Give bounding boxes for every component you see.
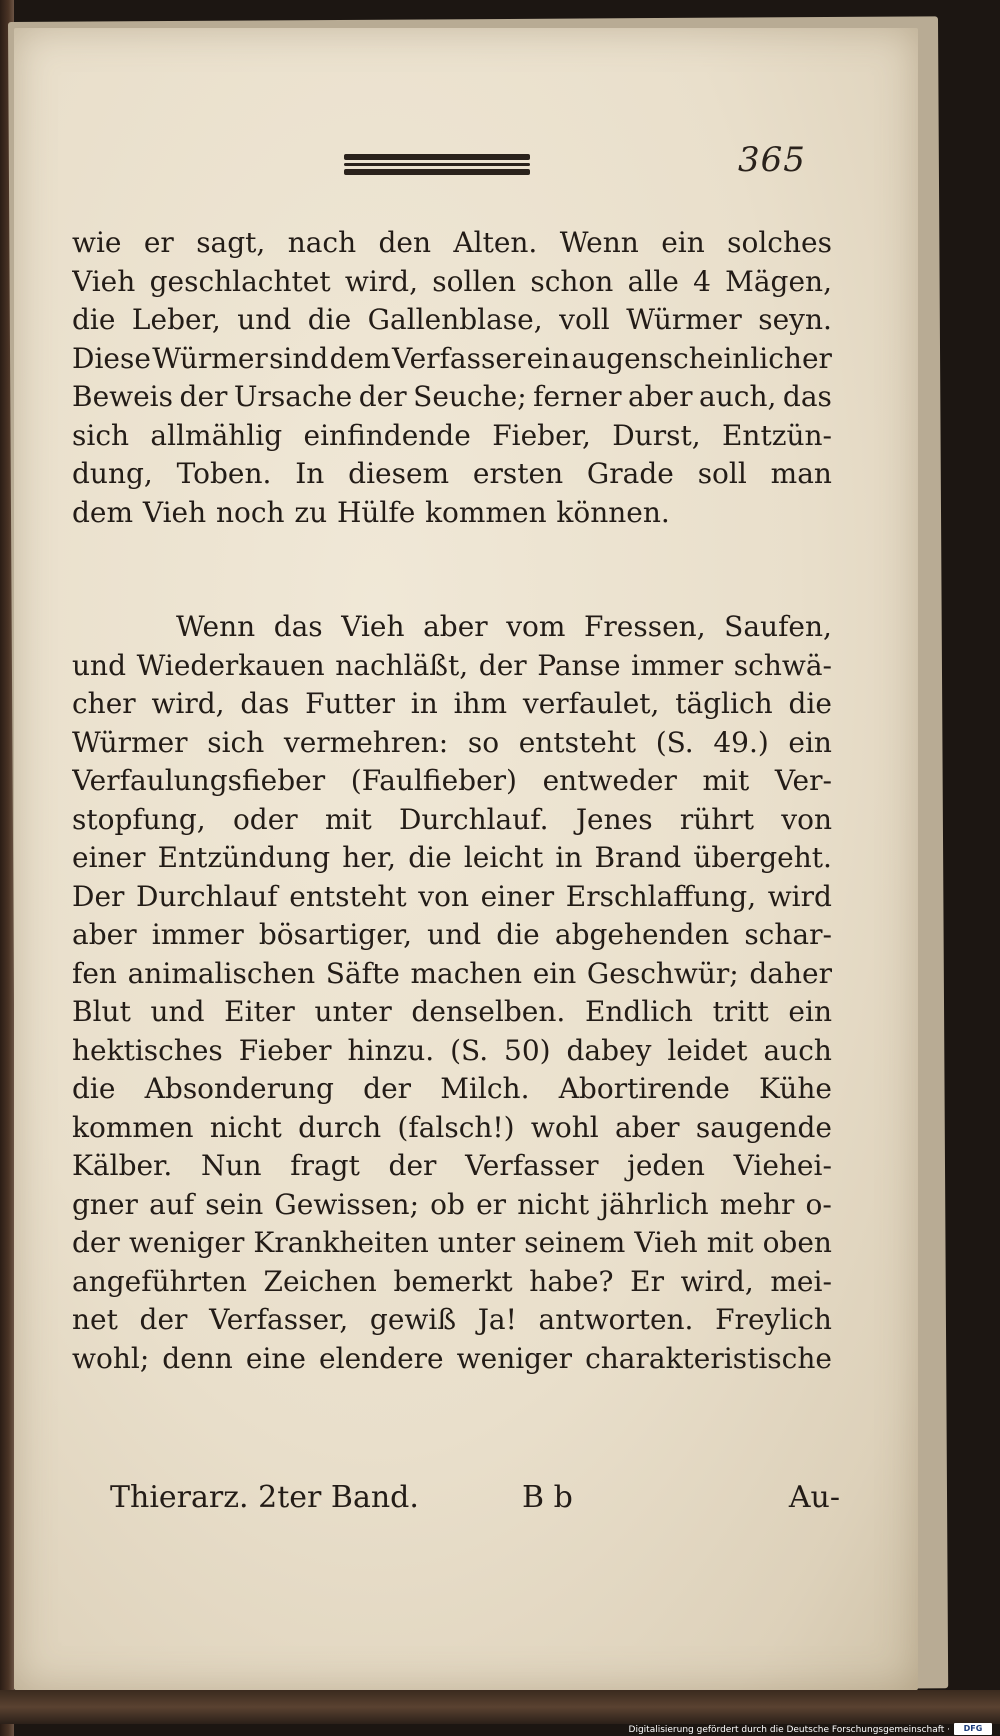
text-line: und Wiederkauen nachläßt, der Panse immer schwä- [72, 648, 832, 682]
text-line: sich allmählig einfindende Fieber, Durst, Entzün- [72, 418, 832, 452]
catchword: Au- [788, 1480, 840, 1515]
text-line: Beweis der Ursache der Seuche; ferner aber auch, das [72, 380, 832, 413]
text-line: wie er sagt, nach den Alten. Wenn ein solches [72, 226, 832, 259]
text-line: angeführten Zeichen bemerkt habe? Er wird, mei- [72, 1264, 832, 1298]
text-line: Diese Würmer sind dem Verfasser ein augenscheinlicher [72, 341, 832, 375]
text-line: kommen nicht durch (falsch!) wohl aber saugende [72, 1110, 832, 1144]
text-line: gner auf sein Gewissen; ob er nicht jährlich mehr o- [72, 1187, 832, 1221]
header-ornament [344, 154, 530, 176]
text-line: aber immer bösartiger, und die abgehenden schar- [72, 918, 832, 951]
text-line: Kälber. Nun fragt der Verfasser jeden Viehei- [72, 1149, 832, 1182]
paragraph-2 [72, 608, 832, 1378]
text-line: einer Entzündung her, die leicht in Brand übergeht. [72, 841, 832, 874]
text-line: Wenn das Vieh aber vom Fressen, Saufen, [176, 610, 832, 643]
text-line: Blut und Eiter unter denselben. Endlich tritt ein [72, 995, 832, 1028]
text-line: die Absonderung der Milch. Abortirende Kühe [72, 1072, 832, 1105]
body-text [72, 224, 832, 1378]
text-line: die Leber, und die Gallenblase, voll Würmer seyn. [72, 303, 832, 336]
paragraph-gap [72, 532, 832, 608]
text-line: hektisches Fieber hinzu. (S. 50) dabey leidet auch [72, 1033, 832, 1067]
text-line: der weniger Krankheiten unter seinem Vieh mit oben [72, 1226, 832, 1259]
text-line: fen animalischen Säfte machen ein Geschwür; daher [72, 956, 832, 990]
book-page [14, 28, 918, 1690]
text-line: Verfaulungsfieber (Faulfieber) entweder mit Ver- [72, 764, 832, 797]
text-line: stopfung, oder mit Durchlauf. Jenes rührt von [72, 802, 832, 836]
text-line: wohl; denn eine elendere weniger charakteristische [72, 1341, 832, 1375]
text-line: dung, Toben. In diesem ersten Grade soll man [72, 457, 832, 490]
text-line: dem Vieh noch zu Hülfe kommen können. [72, 495, 670, 529]
text-line: net der Verfasser, gewiß Ja! antworten. Freylich [72, 1303, 832, 1336]
dfg-logo: DFG [954, 1723, 992, 1735]
text-line: cher wird, das Futter in ihm verfaulet, täglich die [72, 687, 832, 720]
text-line: Vieh geschlachtet wird, sollen schon alle 4 Mägen, [72, 264, 832, 298]
text-line: Würmer sich vermehren: so entsteht (S. 49.) ein [72, 725, 832, 759]
paragraph-1 [72, 224, 832, 532]
page-footer [110, 1480, 840, 1515]
page-number: 365 [738, 140, 806, 180]
signature-line: Thierarz. 2ter Band. [110, 1480, 419, 1515]
sheet-mark: B b [522, 1480, 573, 1515]
text-line: Der Durchlauf entsteht von einer Erschlaffung, wird [72, 879, 832, 913]
digitization-credit: Digitalisierung gefördert durch die Deutsche Forschungsgemeinschaft · [628, 1725, 950, 1735]
book-binding-bottom [0, 1690, 1000, 1724]
